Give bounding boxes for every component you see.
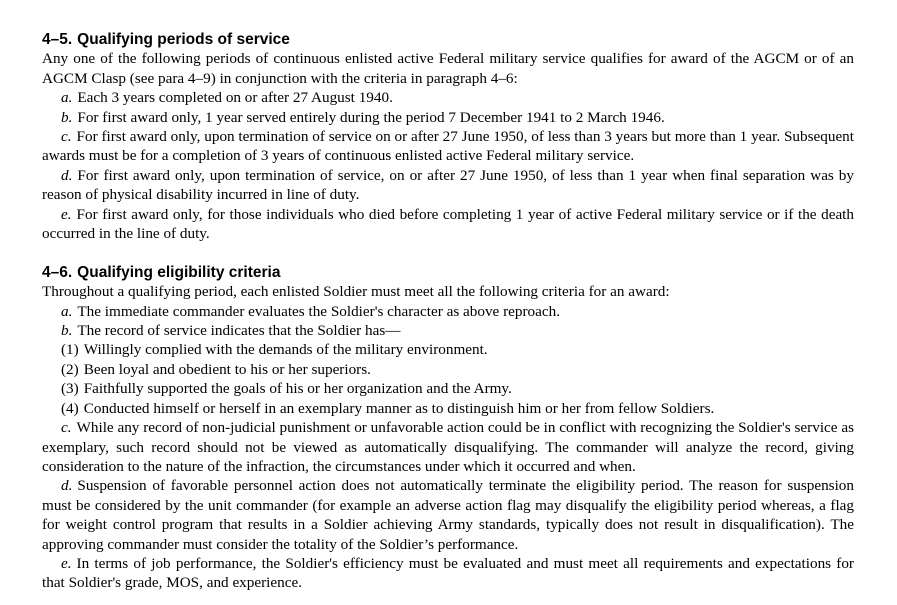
sub-item-number: (2)	[61, 360, 79, 378]
item-text: For first award only, 1 year served entirely during the period 7 December 1941 to 2 March 1946.	[77, 108, 665, 126]
item-letter: a.	[61, 302, 73, 320]
item-text: For first award only, upon termination of service, on or after 27 June 1950, of less than 1 year when final separation was by reason of physical disability incurred in line of duty.	[42, 166, 854, 204]
section-number: 4–6.	[42, 263, 73, 281]
item-letter: d.	[61, 166, 73, 184]
sub-item-number: (1)	[61, 341, 79, 359]
sub-item-text: Conducted himself or herself in an exemplary manner as to distinguish him or her from fellow Soldiers.	[83, 399, 715, 417]
list-item-a	[42, 88, 854, 107]
item-text: Each 3 years completed on or after 27 August 1940.	[77, 89, 393, 107]
document-page	[42, 30, 854, 593]
sub-item-3	[42, 379, 854, 398]
section-heading-4-6	[42, 263, 854, 282]
section-title: Qualifying eligibility criteria	[77, 263, 281, 281]
sub-item-number: (4)	[61, 399, 79, 417]
list-item-e	[42, 554, 854, 593]
item-text: For first award only, for those individuals who died before completing 1 year of active Federal military service or if the death occurred in the line of duty.	[42, 205, 854, 243]
item-letter: c.	[61, 419, 72, 437]
section-number: 4–5.	[42, 31, 73, 48]
list-item-e	[42, 205, 854, 244]
item-text: In terms of job performance, the Soldier's efficiency must be evaluated and must meet all requirements and expectations for that Soldier's grade, MOS, and experience.	[42, 554, 854, 592]
item-letter: e.	[61, 205, 72, 223]
list-item-b	[42, 108, 854, 127]
section-heading-4-5	[42, 30, 854, 49]
sub-item-4	[42, 399, 854, 418]
item-letter: d.	[61, 477, 73, 495]
section-spacer	[42, 243, 854, 262]
item-text: The immediate commander evaluates the Soldier's character as above reproach.	[77, 302, 561, 320]
item-letter: c.	[61, 128, 72, 146]
item-letter: a.	[61, 89, 73, 107]
section-intro-paragraph: Any one of the following periods of continuous enlisted active Federal military service qualifies for award of the AGCM or of an AGCM Clasp (see para 4–9) in conjunction with the criteria in paragraph 4–6:	[42, 50, 854, 87]
list-item-a	[42, 302, 854, 321]
item-text: While any record of non-judicial punishment or unfavorable action could be in conflict with recognizing the Soldier's service as exemplary, such record should not be viewed as automatically disqualifying. The commander will analyze the record, giving consideration to the nature of the infraction, the circumstances under which it occurred and when.	[42, 419, 854, 475]
list-item-c	[42, 418, 854, 476]
list-item-c	[42, 127, 854, 166]
sub-item-text: Been loyal and obedient to his or her superiors.	[83, 360, 371, 378]
item-text: Suspension of favorable personnel action does not automatically terminate the eligibility period. The reason for suspension must be considered by the unit commander (for example an adverse action flag may disqualify the eligibility period whereas, a flag for weight control program that results in a Soldier achieving Army standards, typically does not result in disqualification). The approving commander must consider the totality of the Soldier’s performance.	[42, 477, 854, 553]
section-intro-paragraph: Throughout a qualifying period, each enlisted Soldier must meet all the following criteria for an award:	[42, 283, 670, 301]
sub-item-1	[42, 340, 854, 359]
item-letter: b.	[61, 108, 73, 126]
section-title: Qualifying periods of service	[77, 31, 290, 48]
sub-item-text: Willingly complied with the demands of the military environment.	[83, 341, 488, 359]
list-item-b	[42, 321, 854, 340]
sub-item-text: Faithfully supported the goals of his or her organization and the Army.	[83, 380, 512, 398]
item-text: The record of service indicates that the Soldier has—	[77, 322, 401, 340]
list-item-d	[42, 166, 854, 205]
item-text: For first award only, upon termination of service on or after 27 June 1950, of less than 3 years but more than 1 year. Subsequent awards must be for a completion of 3 years of continuous enlisted active Federal military service.	[42, 128, 854, 165]
sub-item-number: (3)	[61, 380, 79, 398]
sub-item-2	[42, 360, 854, 379]
item-letter: b.	[61, 322, 73, 340]
item-letter: e.	[61, 554, 72, 572]
list-item-d	[42, 476, 854, 554]
